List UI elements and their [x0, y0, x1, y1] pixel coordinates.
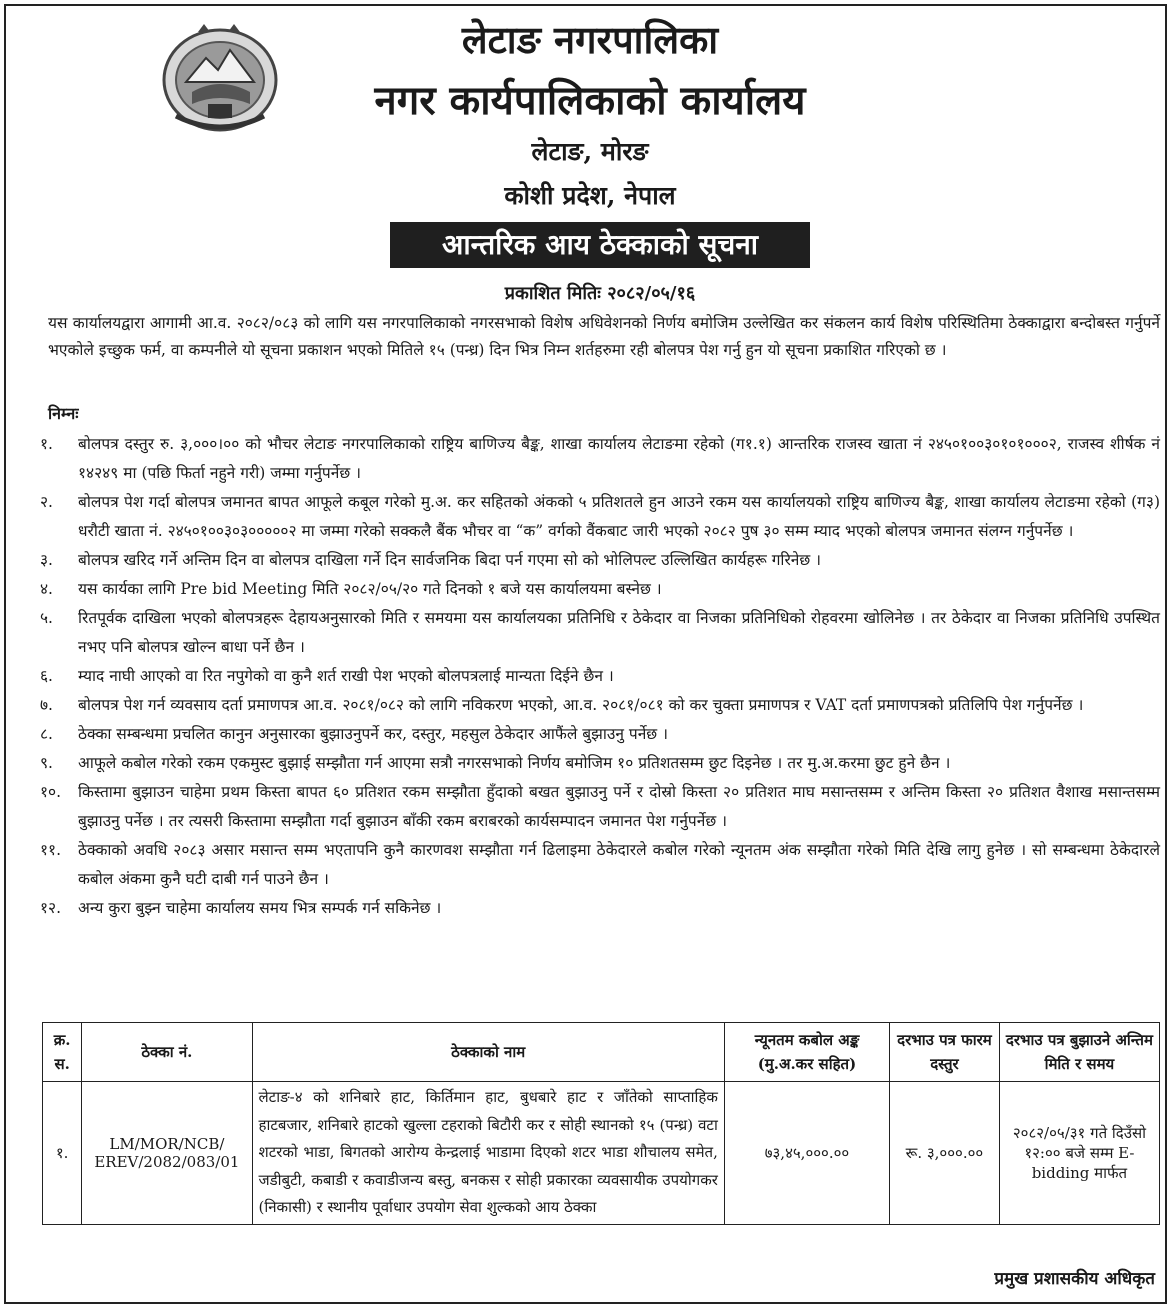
condition-number: १०. — [40, 783, 62, 801]
cell-sn: १. — [43, 1082, 82, 1225]
office-name: नगर कार्यपालिकाको कार्यालय — [374, 78, 806, 124]
condition-item — [40, 691, 1160, 720]
condition-item — [40, 488, 1160, 546]
condition-item — [40, 662, 1160, 691]
header-min-bid: न्यूनतम कबोल अङ्क (मु.अ.कर सहित) — [724, 1023, 889, 1082]
condition-number: ७. — [40, 696, 53, 714]
condition-number: ९. — [40, 754, 53, 772]
condition-text: बोलपत्र पेश गर्न व्यवसाय दर्ता प्रमाणपत्र आ.व. २०८१/०८२ को लागि नविकरण भएको, आ.व. २०८१/०८१ को कर चुक्ता प्रमाणपत्र र VAT दर्ता प्रमाणपत्रको प्रतिलिपि पेश गर्नुपर्नेछ । — [78, 696, 1084, 714]
signature: प्रमुख प्रशासकीय अधिकृत — [994, 1269, 1155, 1289]
condition-item — [40, 778, 1160, 836]
condition-text: बोलपत्र दस्तुर रु. ३,०००।०० को भौचर लेटाङ नगरपालिकाको राष्ट्रिय बाणिज्य बैङ्क, शाखा कार्यालय लेटाङमा रहेको (ग१.१) आन्तरिक राजस्व खाता नं २४५०१००३०१०१०००२, राजस्व शीर्षक नं १४२४९ मा (पछि फिर्ता नहुने गरी) जम्मा गर्नुपर्नेछ । — [78, 435, 1160, 482]
table-row — [43, 1082, 1160, 1225]
intro-paragraph: यस कार्यालयद्वारा आगामी आ.व. २०८२/०८३ को लागि यस नगरपालिकाको नगरसभाको विशेष अधिवेशनको निर्णय बमोजिम उल्लेखित कर संकलन कार्य विशेष परिस्थितिमा ठेक्काद्वारा बन्दोबस्त गर्नुपर्ने भएकोले इच्छुक फर्म, वा कम्पनीले यो सूचना प्रकाशन भएको मितिले १५ (पन्ध्र) दिन भित्र निम्न शर्तहरुमा रही बोलपत्र पेश गर्नु हुन यो सूचना प्रकाशित गरिएको छ । — [48, 314, 1160, 359]
condition-number: ३. — [40, 551, 53, 569]
conditions-list — [40, 430, 1160, 923]
condition-item — [40, 546, 1160, 575]
condition-item — [40, 720, 1160, 749]
location: लेटाङ, मोरङ — [531, 137, 649, 166]
condition-text: ठेक्काको अवधि २०८३ असार मसान्त सम्म भएतापनि कुनै कारणवश सम्झौता गर्न ढिलाइमा ठेकेदारले कबोल गरेको न्यूनतम अंक सम्झौता गरेको मिति देखि लागु हुनेछ । सो सम्बन्धमा ठेकेदारले कबोल अंकमा कुनै घटी दाबी गर्न पाउने छैन । — [78, 841, 1160, 888]
conditions-heading: निम्नः — [48, 404, 79, 423]
condition-text: ठेक्का सम्बन्धमा प्रचलित कानुन अनुसारका बुझाउनुपर्ने कर, दस्तुर, महसुल ठेकेदार आफैंले बुझाउनु पर्नेछ । — [78, 725, 668, 743]
header-contract-no: ठेक्का नं. — [82, 1023, 252, 1082]
condition-text: रितपूर्वक दाखिला भएको बोलपत्रहरू देहायअनुसारको मिति र समयमा यस कार्यालयका प्रतिनिधि र ठेकेदार वा निजका प्रतिनिधिको रोहवरमा खोलिनेछ । तर ठेकेदार वा निजका प्रतिनिधि उपस्थित नभए पनि बोलपत्र खोल्न बाधा पर्ने छैन । — [78, 609, 1160, 656]
org-name: लेटाङ नगरपालिका — [461, 18, 719, 62]
condition-text: किस्तामा बुझाउन चाहेमा प्रथम किस्ता बापत ६० प्रतिशत रकम सम्झौता हुँदाको बखत बुझाउनु पर्ने र दोस्रो किस्ता २० प्रतिशत माघ मसान्तसम्म र अन्तिम किस्ता २० प्रतिशत वैशाख मसान्तसम्म बुझाउनु पर्नेछ । तर त्यसरी किस्तामा सम्झौता गर्दा बुझाउन बाँकी रकम बराबरको कार्यसम्पादन जमानत पेश गर्नुपर्नेछ । — [78, 783, 1160, 830]
condition-text: बोलपत्र खरिद गर्ने अन्तिम दिन वा बोलपत्र दाखिला गर्ने दिन सार्वजनिक बिदा पर्न गएमा सो को भोलिपल्ट उल्लिखित कार्यहरू गरिनेछ । — [78, 551, 822, 569]
condition-text: आफूले कबोल गरेको रकम एकमुस्ट बुझाई सम्झौता गर्न आएमा सत्रौ नगरसभाको निर्णय बमोजिम १० प्रतिशतसम्म छुट दिइनेछ । तर मु.अ.करमा छुट हुने छैन । — [78, 754, 951, 772]
condition-item — [40, 894, 1160, 923]
condition-number: ११. — [40, 841, 62, 859]
condition-number: १२. — [40, 899, 62, 917]
condition-item — [40, 604, 1160, 662]
published-date: प्रकाशित मितिः २०८२/०५/१६ — [504, 283, 696, 304]
header-contract-name: ठेक्काको नाम — [252, 1023, 724, 1082]
condition-number: २. — [40, 493, 53, 511]
condition-text: म्याद नाघी आएको वा रित नपुगेको वा कुनै शर्त राखी पेश भएको बोलपत्रलाई मान्यता दिईने छैन । — [78, 667, 614, 685]
cell-contract-name: लेटाङ-४ को शनिबारे हाट, किर्तिमान हाट, बुधबारे हाट र जाँतेको साप्ताहिक हाटबजार, शनिबारे हाटको खुल्ला टहराको बिटौरी कर र सोही स्थानको १५ (पन्ध्र) वटा शटरको भाडा, बिगतको आरोग्य केन्द्रलाई भाडामा दिएको शटर भाडा शौचालय समेत, जडीबुटी, कबाडी र कवाडीजन्य बस्तु, बनकस र सोही प्रकारका व्यवसायीक उपयोगकर (निकासी) र स्थानीय पूर्वाधार उपयोग सेवा शुल्कको आय ठेक्का — [252, 1082, 724, 1225]
cell-deadline: २०८२/०५/३१ गते दिउँसो १२:०० बजे सम्म E-bidding मार्फत — [999, 1082, 1159, 1225]
condition-text: अन्य कुरा बुझ्न चाहेमा कार्यालय समय भित्र सम्पर्क गर्न सकिनेछ । — [78, 899, 442, 917]
tender-table — [42, 1022, 1160, 1225]
condition-number: १. — [40, 435, 53, 453]
condition-item — [40, 430, 1160, 488]
nepal-emblem-icon — [158, 20, 282, 138]
header-sn: क्र. स. — [43, 1023, 82, 1082]
condition-text: यस कार्यका लागि Pre bid Meeting मिति २०८२/०५/२० गते दिनको १ बजे यस कार्यालयमा बस्नेछ । — [78, 580, 662, 598]
province: कोशी प्रदेश, नेपाल — [504, 181, 676, 210]
condition-item — [40, 836, 1160, 894]
condition-number: ५. — [40, 609, 53, 627]
notice-title: आन्तरिक आय ठेक्काको सूचना — [390, 222, 810, 268]
cell-min-bid: ७३,४५,०००.०० — [724, 1082, 889, 1225]
table-header-row — [43, 1023, 1160, 1082]
condition-number: ४. — [40, 580, 53, 598]
cell-form-fee: रू. ३,०००.०० — [890, 1082, 1000, 1225]
header-deadline: दरभाउ पत्र बुझाउने अन्तिम मिति र समय — [999, 1023, 1159, 1082]
condition-item — [40, 749, 1160, 778]
condition-number: ६. — [40, 667, 53, 685]
condition-item — [40, 575, 1160, 604]
condition-number: ८. — [40, 725, 53, 743]
header-form-fee: दरभाउ पत्र फारम दस्तुर — [890, 1023, 1000, 1082]
cell-contract-no: LM/MOR/NCB/ EREV/2082/083/01 — [82, 1082, 252, 1225]
condition-text: बोलपत्र पेश गर्दा बोलपत्र जमानत बापत आफूले कबूल गरेको मु.अ. कर सहितको अंकको ५ प्रतिशतले हुन आउने रकम यस कार्यालयको राष्ट्रिय बाणिज्य बैङ्क, शाखा कार्यालय लेटाङमा रहेको (ग३) धरौटी खाता नं. २४५०१००३०३०००००२ मा जम्मा गरेको सक्कलै बैंक भौचर वा “क” वर्गको वैंकबाट जारी भएको २०८२ पुष ३० सम्म म्याद भएको बोलपत्र जमानत संलग्न गर्नुपर्नेछ । — [78, 493, 1160, 540]
